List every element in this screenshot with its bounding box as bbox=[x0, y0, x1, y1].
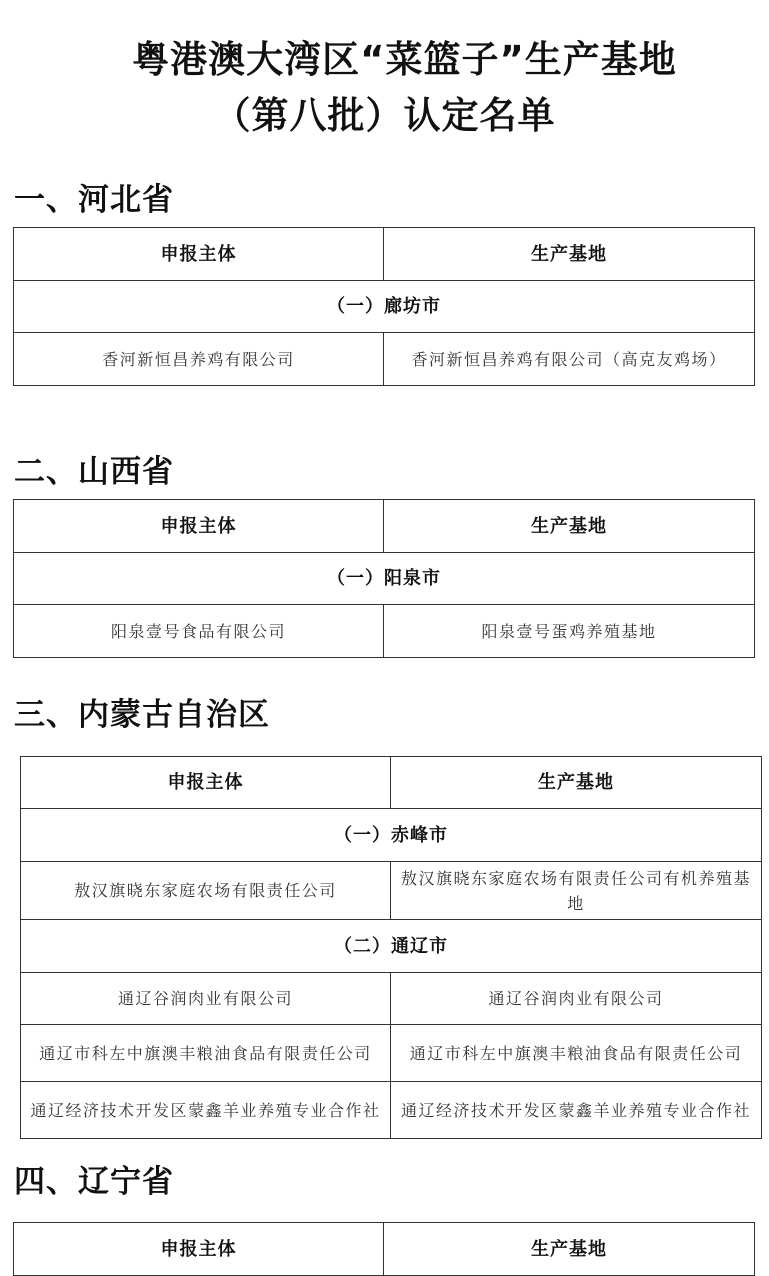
column-header-base: 生产基地 bbox=[391, 757, 762, 809]
column-header-base: 生产基地 bbox=[384, 1223, 755, 1276]
table-inner-mongolia bbox=[20, 756, 762, 1139]
base-cell: 敖汉旗晓东家庭农场有限责任公司有机养殖基地 bbox=[391, 862, 762, 920]
column-header-applicant: 申报主体 bbox=[14, 500, 384, 553]
applicant-cell: 阳泉壹号食品有限公司 bbox=[14, 605, 384, 658]
base-cell: 通辽经济技术开发区蒙鑫羊业养殖专业合作社 bbox=[391, 1082, 762, 1139]
column-header-applicant: 申报主体 bbox=[21, 757, 391, 809]
applicant-cell: 通辽谷润肉业有限公司 bbox=[21, 973, 391, 1025]
table-row bbox=[14, 605, 755, 658]
table-row bbox=[21, 1082, 762, 1139]
base-cell: 香河新恒昌养鸡有限公司（高克友鸡场） bbox=[384, 333, 755, 386]
section-heading-hebei: 一、河北省 bbox=[14, 182, 174, 218]
applicant-cell: 香河新恒昌养鸡有限公司 bbox=[14, 333, 384, 386]
applicant-cell: 通辽市科左中旗澳丰粮油食品有限责任公司 bbox=[21, 1025, 391, 1082]
column-header-base: 生产基地 bbox=[384, 228, 755, 281]
table-row bbox=[21, 1025, 762, 1082]
city-row-yangquan: （一）阳泉市 bbox=[14, 553, 755, 605]
city-row-langfang: （一）廊坊市 bbox=[14, 281, 755, 333]
table-row bbox=[14, 333, 755, 386]
table-row bbox=[21, 862, 762, 920]
column-header-base: 生产基地 bbox=[384, 500, 755, 553]
table-shanxi bbox=[13, 499, 755, 658]
document-title-line-1: 粤港澳大湾区“菜篮子”生产基地 bbox=[132, 38, 677, 81]
base-cell: 阳泉壹号蛋鸡养殖基地 bbox=[384, 605, 755, 658]
table-row bbox=[21, 973, 762, 1025]
section-heading-inner-mongolia: 三、内蒙古自治区 bbox=[14, 697, 270, 733]
city-row-tongliao: （二）通辽市 bbox=[21, 920, 762, 973]
applicant-cell: 敖汉旗晓东家庭农场有限责任公司 bbox=[21, 862, 391, 920]
section-heading-shanxi: 二、山西省 bbox=[14, 454, 174, 490]
column-header-applicant: 申报主体 bbox=[14, 228, 384, 281]
table-liaoning bbox=[13, 1222, 755, 1276]
base-cell: 通辽市科左中旗澳丰粮油食品有限责任公司 bbox=[391, 1025, 762, 1082]
city-row-chifeng: （一）赤峰市 bbox=[21, 809, 762, 862]
document-title-line-2: （第八批）认定名单 bbox=[213, 94, 556, 137]
table-hebei bbox=[13, 227, 755, 386]
base-cell: 通辽谷润肉业有限公司 bbox=[391, 973, 762, 1025]
applicant-cell: 通辽经济技术开发区蒙鑫羊业养殖专业合作社 bbox=[21, 1082, 391, 1139]
section-heading-liaoning: 四、辽宁省 bbox=[14, 1164, 174, 1200]
column-header-applicant: 申报主体 bbox=[14, 1223, 384, 1276]
